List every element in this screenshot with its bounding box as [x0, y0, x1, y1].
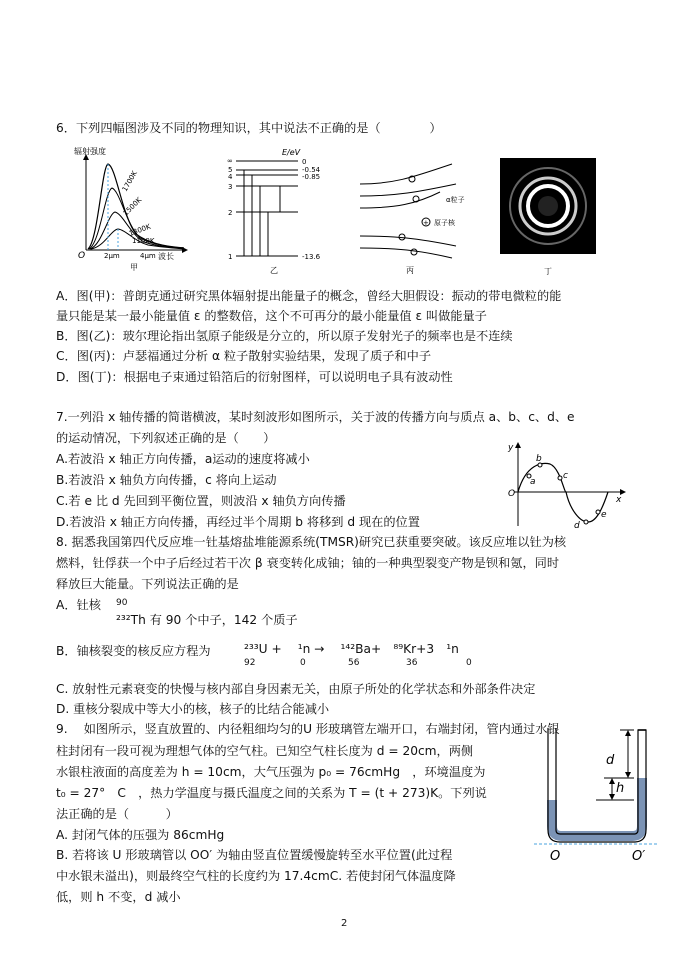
q8-eq-z-u: 92: [244, 658, 256, 668]
fig-yi-n5: 5: [228, 166, 233, 174]
fig-yi-caption: 乙: [270, 266, 278, 275]
q9-line3: 水银柱液面的高度差为 h = 10cm，大气压强为 p₀ = 76cmHg ，环境温度为: [56, 765, 486, 779]
fig-yi-e4: -0.85: [302, 173, 321, 181]
fig-jia-tick-4: 4μm: [140, 252, 156, 260]
fig-jia-origin: O: [78, 251, 86, 261]
q6-option-a-line1: A．图(甲)：普朗克通过研究黑体辐射提出能量子的概念，曾经大胆假设：振动的带电微粒的能: [56, 289, 562, 303]
q7-stem-line2: 的运动情况，下列叙述正确的是（ ）: [56, 431, 276, 445]
fig-q7-y: y: [508, 443, 514, 453]
fig-q7-b: b: [536, 454, 542, 464]
q9-option-b-line3: 低，则 h 不变，d 减小: [56, 890, 181, 904]
q8-stem-line1: 8. 据悉我国第四代反应堆一钍基熔盐堆能源系统(TMSR)研究已获重要突破。该反应堆以钍为核: [56, 535, 567, 549]
fig-jia-t3: 1300K: [127, 222, 152, 238]
fig-yi-e5: -0.54: [302, 166, 321, 174]
fig-yi-e0: 0: [302, 158, 307, 166]
fig-q7-e: e: [601, 510, 607, 520]
fig-jia-t1: 1700K: [120, 169, 139, 193]
q6-option-b: B．图(乙)：玻尔理论指出氢原子能级是分立的，所以原子发射光子的频率也是不连续: [56, 329, 513, 343]
fig-bing-alpha: α粒子: [446, 196, 465, 204]
q8-eq-z-ba: 56: [348, 658, 360, 668]
svg-text:+: +: [423, 219, 429, 227]
q7-option-a: A.若波沿 x 轴正方向传播，a运动的速度将减小: [56, 452, 310, 466]
fig-q9-d: d: [606, 753, 615, 768]
q7-option-d: D.若波沿 x 轴正方向传播，再经过半个周期 b 将移到 d 现在的位置: [56, 515, 420, 529]
fig-bing-nucleus: 原子核: [434, 219, 455, 227]
fig-ding-caption: 丁: [544, 267, 552, 276]
fig-jia-t2: 1500K: [121, 195, 144, 218]
fig-q7-a: a: [530, 477, 536, 487]
fig-q7-c: c: [563, 471, 568, 481]
fig-q9-o-prime: O′: [632, 849, 646, 864]
q9-line5: 法正确的是（ ）: [56, 807, 178, 821]
fig-jia-caption: 甲: [130, 263, 138, 272]
fig-yi-n4: 4: [228, 173, 233, 181]
fig-jia-ylabel: 辐射强度: [74, 147, 106, 156]
q7-stem-line1: 7.一列沿 x 轴传播的简谐横波，某时刻波形如图所示，关于波的传播方向与质点 a、b、c、d、e: [56, 410, 575, 424]
q9-option-a: A. 封闭气体的压强为 86cmHg: [56, 828, 225, 842]
fig-yi-unit: E/eV: [282, 148, 301, 157]
fig-bing-scattering: [356, 154, 476, 276]
q6-option-d: D．图(丁)：根据电子束通过铅箔后的衍射图样，可以说明电子具有波动性: [56, 370, 453, 384]
q8-eq-z-n2: 0: [466, 658, 472, 668]
fig-q7-x: x: [616, 495, 622, 505]
q6-option-c: C．图(丙)：卢瑟福通过分析 α 粒子散射实验结果，发现了质子和中子: [56, 349, 432, 363]
fig-yi-n1: 1: [228, 253, 233, 261]
fig-q7-o: O: [508, 489, 516, 499]
q9-option-b-line1: B. 若将该 U 形玻璃管以 OO′ 为轴由竖直位置缓慢旋转至水平位置(此过程: [56, 848, 453, 862]
q8-option-c: C. 放射性元素衰变的快慢与核内部自身因素无关，由原子所处的化学状态和外部条件决定: [56, 682, 536, 696]
q8-eq-z-n1: 0: [300, 658, 306, 668]
q8-option-a-sub: 90: [116, 598, 128, 608]
fig-yi-n-inf: ∞: [227, 157, 233, 165]
q7-option-b: B.若波沿 x 轴负方向传播，c 将向上运动: [56, 473, 277, 487]
fig-jia-t4: 1100K: [132, 237, 155, 245]
fig-yi-e1: -13.6: [302, 253, 321, 261]
fig-q7-d: d: [574, 521, 580, 530]
q8-option-d: D. 重核分裂成中等大小的核，核子的比结合能减小: [56, 702, 330, 716]
q8-stem-line2: 燃料，钍俘获一个中子后经过若干次 β 衰变转化成铀；铀的一种典型裂变产物是钡和氪，同时: [56, 556, 560, 570]
fig-q9-h: h: [616, 781, 625, 796]
fig-yi-energy-levels: [224, 146, 334, 276]
fig-q7-wave: [504, 440, 628, 530]
fig-q9-o: O: [550, 849, 561, 864]
q8-eq-z-kr: 36: [406, 658, 418, 668]
q8-stem-line3: 释放巨大能量。下列说法正确的是: [56, 577, 239, 591]
q8-equation: ²³³U + ¹n → ¹⁴²Ba+ ⁸⁹Kr+3 ¹n: [244, 642, 459, 656]
q6-stem: 6．下列四幅图涉及不同的物理知识，其中说法不正确的是（ ）: [56, 121, 442, 135]
fig-q9-u-tube: [534, 726, 658, 866]
q9-option-b-line2: 中水银未溢出)，则最终空气柱的长度约为 17.4cmC. 若使封闭气体温度降: [56, 869, 456, 883]
q6-option-a-line2: 量只能是某一最小能量值 ε 的整数倍，这个不可再分的最小能量值 ε 叫做能量子: [56, 309, 487, 323]
q8-option-b-label: B．铀核裂变的核反应方程为: [56, 644, 211, 658]
q8-option-a-main: ²³²Th 有 90 个中子，142 个质子: [116, 613, 298, 627]
q8-option-a-prefix: A．钍核: [56, 598, 101, 612]
fig-ding-diffraction: [498, 156, 608, 278]
fig-jia-xlabel: 波长: [158, 252, 174, 261]
fig-yi-n3: 3: [228, 183, 233, 191]
fig-jia-blackbody: [74, 146, 194, 274]
fig-yi-n2: 2: [228, 209, 233, 217]
q7-option-c: C.若 e 比 d 先回到平衡位置，则波沿 x 轴负方向传播: [56, 494, 346, 508]
q9-line4: t₀ = 27° C ，热力学温度与摄氏温度之间的关系为 T = (t + 273)K。下列说: [56, 786, 487, 800]
q9-line1: 9. 如图所示，竖直放置的、内径粗细均匀的U 形玻璃管左端开口，右端封闭，管内通过水银: [56, 722, 560, 736]
fig-jia-tick-2: 2μm: [104, 252, 120, 260]
fig-bing-caption: 丙: [406, 266, 414, 275]
q9-line2: 柱封闭有一段可视为理想气体的空气柱。已知空气柱长度为 d = 20cm，两侧: [56, 744, 474, 758]
page-number: 2: [341, 918, 348, 929]
